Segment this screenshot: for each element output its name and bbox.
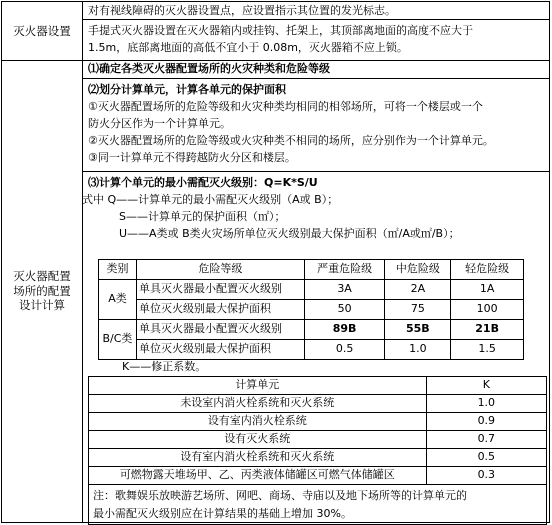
note-line: 最小需配灭火级别应在计算结果的基础上增加 30%。: [93, 506, 352, 520]
k-value-cell: 0.9: [426, 413, 546, 431]
k-value-cell: 0.3: [426, 467, 546, 485]
value-cell: 100: [451, 300, 524, 320]
table-header-row: [89, 377, 547, 395]
formula-line-q: 式中 Q——计算单元的最小需配灭火级别（A或 B）；: [82, 193, 339, 206]
column-divider: [82, 2, 83, 522]
value-cell: 21B: [451, 320, 524, 340]
item-cell: 单具灭火器最小配置灭火级别: [136, 320, 304, 340]
extinguisher-rating-table: [98, 259, 524, 360]
value-cell: 2A: [385, 280, 451, 300]
rule-line: ②灭火器配置场所的危险等级或火灾种类不相同的场所，应分别作为一个计算单元。: [88, 134, 494, 147]
section1-line: 对有视线障碍的灭火器设置点，应设置指示其位置的发光标志。: [88, 4, 396, 17]
section2-label-line: 灭火器配置: [13, 268, 71, 283]
unit-cell: 设有室内消火栓系统和灭火系统: [89, 449, 427, 467]
item-cell: 单位灭火级别最大保护面积: [136, 340, 304, 360]
section2-label-line: 场所的配置: [13, 283, 71, 298]
rule-line: 防火分区作为一个计算单元。: [88, 117, 231, 130]
formula-line-s: S——计算单元的保护面积（㎡）；: [119, 210, 286, 223]
k-value-cell: 0.7: [426, 431, 546, 449]
table-header: 危险等级: [136, 260, 304, 280]
value-cell: 1A: [451, 280, 524, 300]
value-cell: 3A: [304, 280, 385, 300]
k-coefficient-label: K——修正系数。: [122, 360, 207, 373]
value-cell: 0.5: [304, 340, 385, 360]
table-header-row: [99, 260, 524, 280]
table-row: [99, 300, 524, 320]
table-header: 计算单元: [89, 377, 427, 395]
heading-determine-risk-level: ⑴确定各类灭火器配置场所的火灾种类和危险等级: [88, 62, 330, 75]
category-cell: B/C类: [99, 320, 137, 360]
table-row: [89, 413, 547, 431]
unit-cell: 设有室内消火栓系统: [89, 413, 427, 431]
k-value-cell: 0.5: [426, 449, 546, 467]
table-header: 类别: [99, 260, 137, 280]
k-value-cell: 1.0: [426, 395, 546, 413]
item-cell: 单具灭火器最小配置灭火级别: [136, 280, 304, 300]
heading-3-cell: [82, 172, 545, 242]
heading-1-cell: [88, 60, 545, 77]
note-cell: [89, 485, 547, 525]
rule-line: ①灭火器配置场所的危险等级和火灾种类均相同的相邻场所，可将一个楼层或一个: [88, 100, 483, 113]
table-row: [89, 395, 547, 413]
table-header: 中危险级: [385, 260, 451, 280]
formula-line-u: U——A类或 B类火灾场所单位灭火级别最大保护面积（㎡/A或㎡/B）；: [119, 227, 460, 240]
k-coefficient-table: [88, 376, 547, 525]
section-label-extinguisher-setup: 灭火器设置: [13, 23, 71, 38]
table-row: [89, 449, 547, 467]
table-header: K: [426, 377, 546, 395]
section1-content: [88, 2, 545, 56]
table-row: [99, 340, 524, 360]
unit-cell: 未设室内消火栓系统和灭火系统: [89, 395, 427, 413]
section1-line: 1.5m，底部离地面的高低不宜小于 0.08m，灭火器箱不应上锁。: [88, 41, 408, 54]
table-header: 严重危险级: [304, 260, 385, 280]
fire-extinguisher-spec-table: [1, 1, 550, 523]
value-cell: 55B: [385, 320, 451, 340]
value-cell: 1.0: [385, 340, 451, 360]
table-row: [99, 280, 524, 300]
unit-cell: 可燃物露天堆场甲、乙、丙类液体储罐区可燃气体储罐区: [89, 467, 427, 485]
table-row: [99, 320, 524, 340]
rule-line: ③同一计算单元不得跨越防火分区和楼层。: [88, 151, 296, 164]
heading-2-cell: [88, 79, 545, 166]
category-cell: A类: [99, 280, 137, 320]
table-note-row: [89, 485, 547, 525]
table-header: 轻危险级: [451, 260, 524, 280]
value-cell: 75: [385, 300, 451, 320]
table-row: [89, 431, 547, 449]
unit-cell: 设有灭火系统: [89, 431, 427, 449]
note-line: 注：歌舞娱乐放映游艺场所、网吧、商场、寺庙以及地下场所等的计算单元的: [93, 488, 467, 502]
section-label-config-calculation: [2, 60, 82, 522]
table-row: [89, 467, 547, 485]
heading-formula: ⑶计算个单元的最小需配灭火级别：Q=K*S/U: [88, 176, 318, 189]
item-cell: 单位灭火级别最大保护面积: [136, 300, 304, 320]
section1-line: 手提式灭火器设置在灭火器箱内或挂钩、托架上，其顶部离地面的高度不应大于: [88, 24, 473, 37]
value-cell: 89B: [304, 320, 385, 340]
heading-divide-units: ⑵划分计算单元，计算各单元的保护面积: [88, 83, 286, 96]
section2-label-line: 设计计算: [19, 298, 65, 313]
value-cell: 50: [304, 300, 385, 320]
value-cell: 1.5: [451, 340, 524, 360]
